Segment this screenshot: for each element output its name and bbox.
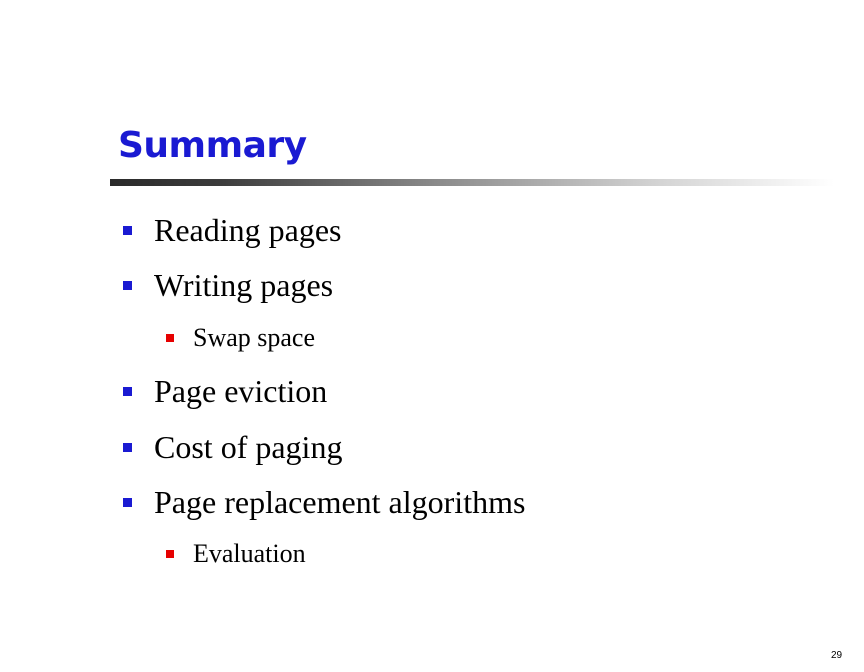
bullet-text: Swap space: [193, 323, 316, 352]
bullet-text: Reading pages: [154, 211, 342, 248]
square-bullet-icon: [166, 334, 174, 342]
square-bullet-icon: [123, 281, 132, 290]
bullet-item: [123, 210, 342, 250]
bullet-text: Evaluation: [193, 539, 306, 568]
bullet-item: [123, 427, 342, 467]
bullet-text: Writing pages: [154, 266, 334, 303]
square-bullet-icon: [123, 443, 132, 452]
bullet-item: [123, 265, 333, 305]
square-bullet-icon: [123, 387, 132, 396]
page-number: 29: [831, 650, 843, 661]
bullet-text: Page eviction: [154, 372, 328, 409]
sub-bullet-item: [166, 321, 315, 355]
square-bullet-icon: [166, 550, 174, 558]
square-bullet-icon: [123, 226, 132, 235]
bullet-item: [123, 482, 525, 522]
square-bullet-icon: [123, 498, 132, 507]
sub-bullet-item: [166, 537, 306, 571]
bullet-item: [123, 371, 327, 411]
bullet-text: Cost of paging: [154, 428, 343, 465]
slide-title: Summary: [118, 125, 307, 166]
bullet-text: Page replacement algorithms: [154, 483, 526, 520]
